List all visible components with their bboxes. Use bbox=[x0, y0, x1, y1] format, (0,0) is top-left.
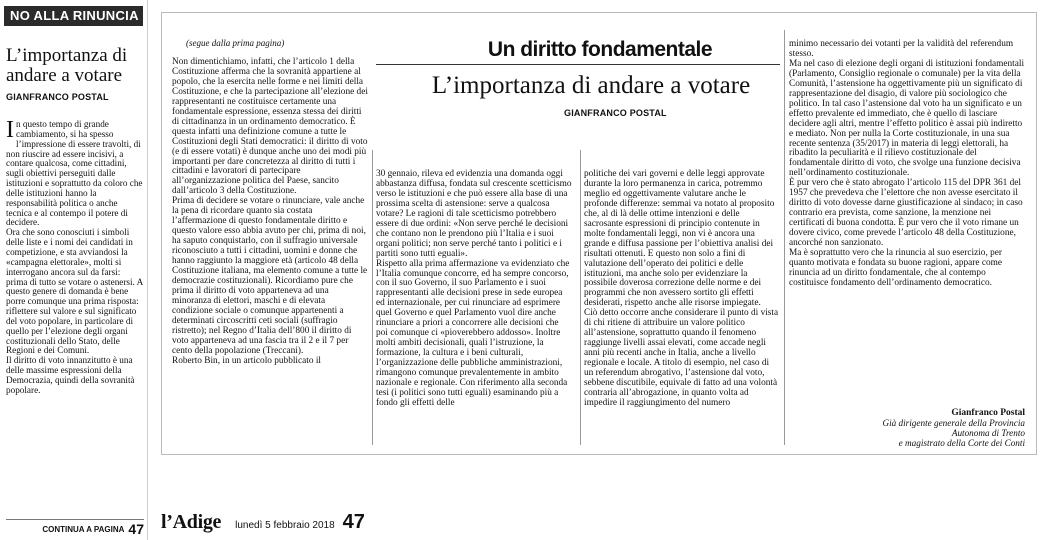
article-column-1 bbox=[172, 58, 368, 367]
signature-role bbox=[789, 418, 1025, 448]
article-column-2 bbox=[376, 170, 572, 409]
issue-date: lunedì 5 febbraio 2018 bbox=[235, 520, 335, 531]
section-tag: NO ALLA RINUNCIA bbox=[4, 6, 143, 26]
article-paragraph: 30 gennaio, rileva ed evidenzia una domanda oggi abbastanza diffusa, fondata sul crescente scetticismo verso le istituzioni e che può essere alla base di una prossima scelta di astensione: serve a qualcosa votare? Le ragioni di tale scetticismo potrebbero essere di due ordini: «Non serve perché le decisioni che contano non le prendono più l’Italia e i suoi organi politici; non serve perché tanto i politici e i partiti sono tutti eguali». bbox=[376, 169, 572, 259]
teaser-column bbox=[0, 0, 145, 540]
column-divider bbox=[372, 150, 373, 445]
continue-reference[interactable] bbox=[6, 519, 144, 536]
teaser-paragraph: Il diritto di voto innanzitutto è una delle massime espressioni della Democrazia, quindi della sovranità popolare. bbox=[6, 355, 135, 395]
article-kicker: Un diritto fondamentale bbox=[487, 38, 713, 61]
article-paragraph: È pur vero che è stato abrogato l’articolo 115 del DPR 361 del 1957 che prevedeva che l’elettore che non avesse esercitato il diritto di voto dovesse darne giustificazione al sindaco; in caso contrario era prevista, come sanzione, la menzione nei certificati di buona condotta. È pur vero che il voto rimane un dovere civico, come prevede l’articolo 48 della Costituzione, ancorché non sanzionato. bbox=[789, 178, 1023, 249]
article-paragraph: Rispetto alla prima affermazione va evidenziato che l’Italia comunque concorre, ed ha sempre concorso, con il suo Governo, il suo Parlamento e i suoi rappresentanti alle decisioni prese in sede europea ed internazionale, per cui rinunciare ad esprimere quel Governo e quel Parlamento vuol dire anche rinunciare a priori a concorrere alle decisioni che poi comunque ci «pioverebbero addosso». Inoltre molti ambiti decisionali, quali l’istruzione, la formazione, la cultura e i beni culturali, l’organizzazione delle pubbliche amministrazioni, rimangono comunque prevalentemente in ambito nazionale e regionale. Con riferimento alla seconda tesi (i politici sono tutti eguali) esaminando più a fondo gli effetti delle bbox=[376, 258, 570, 408]
column-divider bbox=[580, 150, 581, 445]
article-column-3 bbox=[584, 170, 779, 409]
teaser-author: GIANFRANCO POSTAL bbox=[6, 92, 109, 102]
column-divider bbox=[784, 30, 785, 445]
column-divider bbox=[147, 0, 148, 540]
teaser-paragraph: In questo tempo di grande cambiamento, si ha spesso l’impressione di essere travolti, di non riuscire ad essere incisivi, a contare qualcosa, come cittadini, sugli obiettivi perseguiti dalle istituzioni e soprattutto da coloro che delle istituzioni hanno la responsabilità politica o anche tecnica e al contempo il potere di decidere. bbox=[6, 117, 143, 228]
article-paragraph: Ciò detto occorre anche considerare il punto di vista di chi ritiene di attribuire un valore politico all’astensione, soprattutto quando il fenomeno raggiunge livelli assai elevati, come accade negli anni più recenti anche in Italia, anche a livello regionale e locale. A titolo di esempio, nel caso di un referendum abrogativo, l’astensione dal voto, sebbene discutibile, equivale di fatto ad una volontà contraria all’abrogazione, in quanto volta ad impedire il raggiungimento del numero bbox=[584, 308, 779, 408]
article-paragraph: Roberto Bin, in un articolo pubblicato il bbox=[172, 355, 321, 366]
article-paragraph: Ma è soprattutto vero che la rinuncia al suo esercizio, per quanto motivata e fondata su buone ragioni, appare come rinuncia ad un diritto fondamentale, che al contempo costituisce fondamento dell’ordinamento democratico. bbox=[789, 248, 1002, 288]
article-column-4 bbox=[789, 40, 1025, 289]
signature-name: Gianfranco Postal bbox=[951, 408, 1025, 418]
newspaper-masthead: l’Adige bbox=[161, 511, 222, 533]
segue-note: (segue dalla prima pagina) bbox=[186, 38, 285, 48]
signature-role-line: Autonoma di Trento bbox=[951, 428, 1025, 438]
article-paragraph: Ma nel caso di elezione degli organi di istituzioni fondamentali (Parlamento, Consiglio regionale o comunale) per la vita della Comunità, l’astensione ha oggettivamente più un significato di rappresentazione del disagio, di valore più sociologico che politico. In tal caso l’astensione dal voto ha un significato e un effetto prevalente ed immediato, che è quello di lasciare decidere agli altri, mentre l’effetto politico è assai più indiretto e mediato. Non per nulla la Corte costituzionale, in una sua recente sentenza (35/2017) in materia di leggi elettorali, ha ribadito la peculiarità e il rilievo costituzionale del fondamentale diritto di voto, che svolge una funzione decisiva nell’ordinamento costituzionale. bbox=[789, 58, 1025, 179]
teaser-body bbox=[6, 117, 143, 396]
article-paragraph: Non dimentichiamo, infatti, che l’articolo 1 della Costituzione afferma che la sovranità appartiene al popolo, che la esercita nelle forme e nei limiti della Costituzione, e che la partecipazione all’elezione dei rappresentanti ne costituisce certamente una fondamentale espressione, essenza stessa dei diritti di cittadinanza in un ordinamento democratico. È questa infatti una definizione comune a tutte le Costituzioni degli Stati democratici: il diritto di voto (e di essere votati) è dunque anche uno dei modi più importanti per dare concretezza al diritto di tutti i cittadini e lavoratori di partecipare all’organizzazione politica del Paese, sancito dall’articolo 3 della Costituzione. bbox=[172, 57, 368, 197]
page-footer bbox=[161, 511, 461, 537]
signature-role-line: Già dirigente generale della Provincia bbox=[882, 418, 1025, 428]
teaser-title: L’importanza di andare a votare bbox=[6, 45, 128, 86]
headline-rule bbox=[376, 64, 780, 65]
article bbox=[156, 0, 1061, 540]
article-headline: L’importanza di andare a votare bbox=[431, 72, 751, 99]
article-paragraph: Prima di decidere se votare o rinunciare, vale anche la pena di ricordare quanto sia costata l’affermazione di questo fondamentale diritto e questo valore esso abbia avuto per chi, prima di noi, ha saputo conquistarlo, con il suffragio universale riconosciuto a tutti i cittadini, uomini e donne che hanno raggiunto la maggiore età (articolo 48 della Costituzione italiana, ma elemento comune a tutte le democrazie costituzionali). Ricordiamo pure che prima il diritto di voto apparteneva ad una minoranza di elettori, maschi e di elevata condizione sociale o comunque appartenenti a determinati circoscritti ceti sociali (suffragio ristretto); nel Regno d’Italia dell’800 il diritto di voto apparteneva ad una fascia tra il 2 e il 7 per cento della popolazione (Treccani). bbox=[172, 196, 368, 356]
article-paragraph: politiche dei vari governi e delle leggi approvate durante la loro permanenza in carica, potremmo meglio ed oggettivamente valutare anche le profonde differenze: semmai va notato al proposito che, al di là delle ottime intenzioni e delle sacrosante espressioni di principio contenute in molte fondamentali leggi, non vi è ancora una grande e diffusa passione per l’obiettiva analisi dei risultati ottenuti. E questo non solo a fini di valutazione dell’operato dei politici e delle istituzioni, ma anche solo per evidenziare la possibile doverosa correzione delle norme e dei programmi che non avessero sortito gli effetti desiderati, rispetto anche alle risorse impiegate. bbox=[584, 169, 775, 309]
teaser-paragraph: Ora che sono conosciuti i simboli delle liste e i nomi dei candidati in competizione, e sta avviandosi la «campagna elettorale», molti si interrogano ancora sul da farsi: prima di tutto se votare o astenersi. A questo genere di domanda è bene porre comunque una prima risposta: riflettere sul valore e sul significato del voto popolare, in particolare di quello per l’elezione degli organi costituzionali dello Stato, delle Regioni e dei Comuni. bbox=[6, 227, 143, 356]
continue-page-number[interactable]: 47 bbox=[128, 521, 144, 537]
signature-role-line: e magistrato della Corte dei Conti bbox=[898, 438, 1025, 448]
author-signature bbox=[789, 408, 1025, 448]
article-paragraph: minimo necessario dei votanti per la validità del referendum stesso. bbox=[789, 39, 1014, 59]
article-byline: GIANFRANCO POSTAL bbox=[564, 108, 667, 118]
page-number: 47 bbox=[342, 511, 365, 533]
continue-label[interactable]: CONTINUA A PAGINA bbox=[42, 525, 125, 534]
